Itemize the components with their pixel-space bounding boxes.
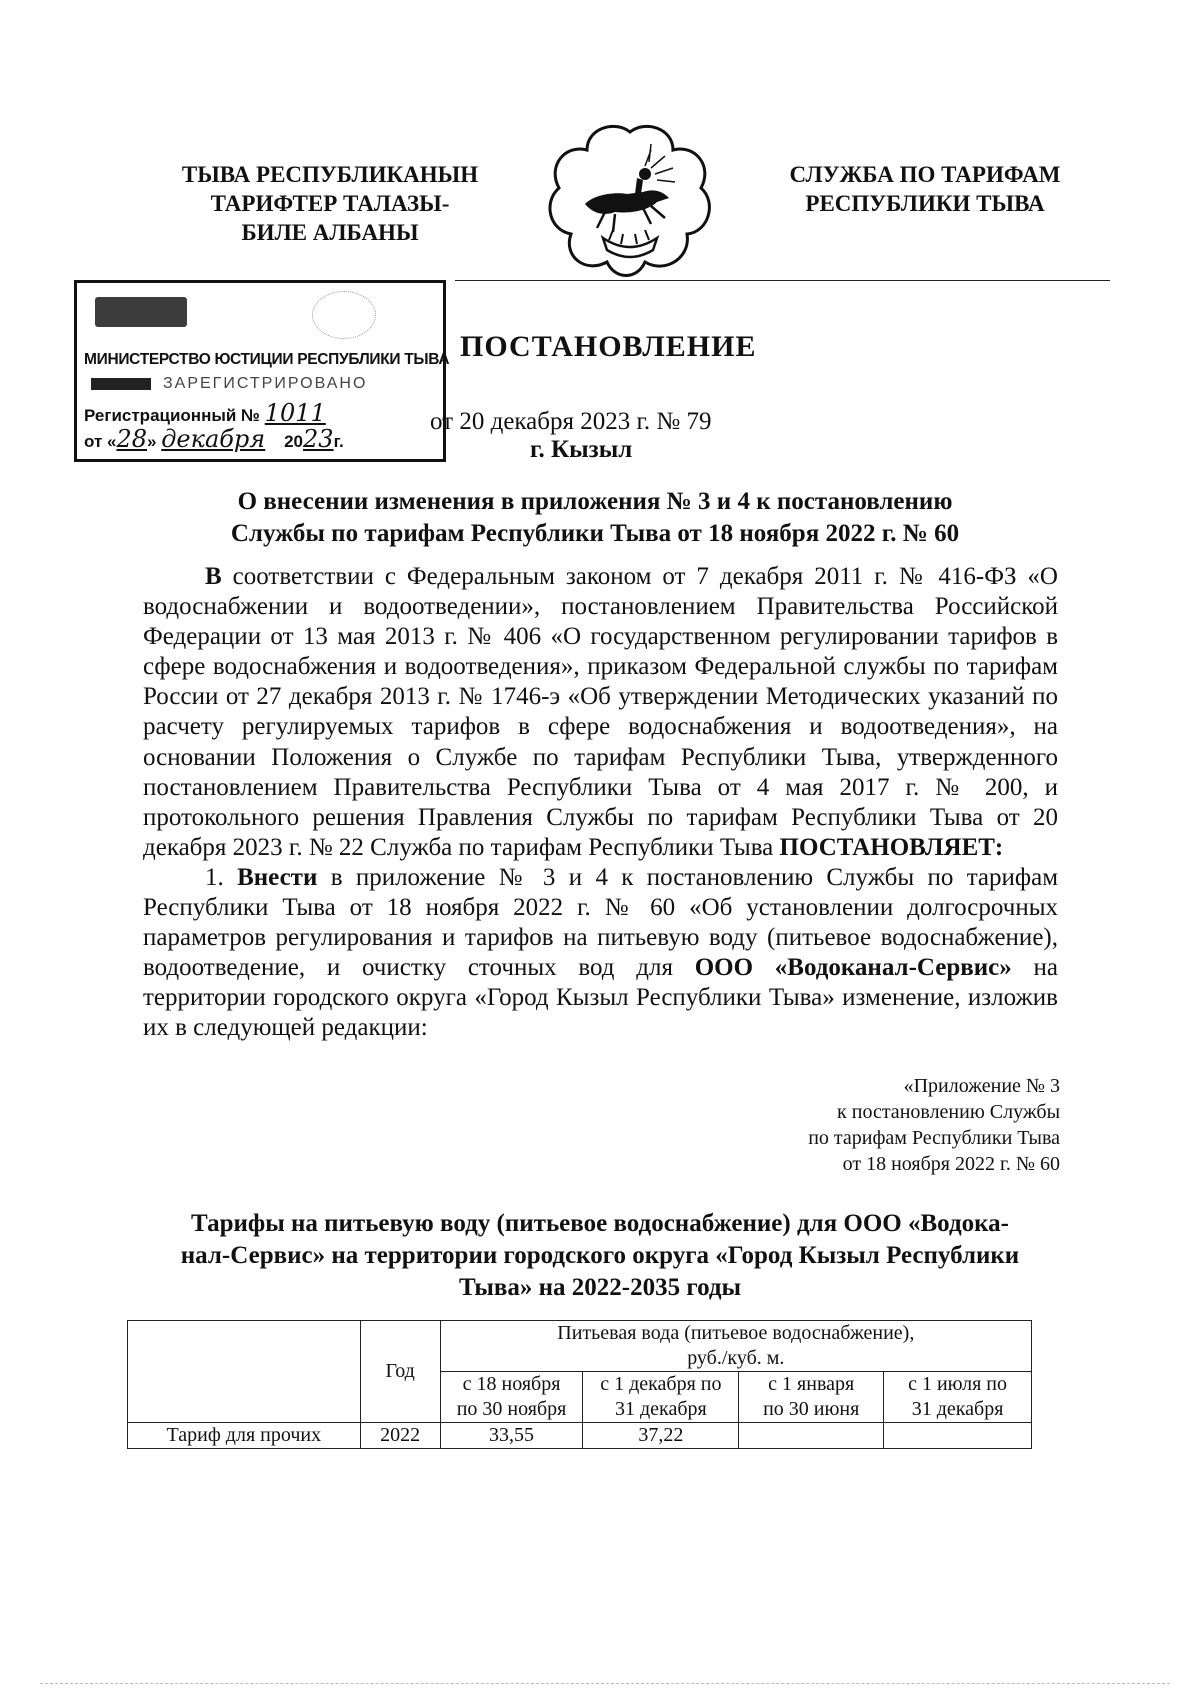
table-header-group xyxy=(440,1321,1031,1372)
header-divider xyxy=(455,280,1110,281)
clause-number: 1. xyxy=(205,863,238,891)
period-header-line: по 30 ноября xyxy=(456,1398,567,1420)
stamp-logo-mark xyxy=(95,297,187,327)
period-header-line: по 30 июня xyxy=(763,1398,860,1420)
annex-line: к постановлению Службы xyxy=(837,1101,1060,1123)
row-value: 33,55 xyxy=(440,1423,583,1449)
tariff-table-title xyxy=(140,1208,1060,1304)
stamp-date-suffix: г. xyxy=(333,432,344,451)
stamp-date-year-prefix: 20 xyxy=(284,432,304,451)
row-value xyxy=(884,1423,1032,1449)
stamp-ministry-name: МИНИСТЕРСТВО ЮСТИЦИИ РЕСПУБЛИКИ ТЫВА xyxy=(84,351,450,368)
tariff-table xyxy=(127,1320,1032,1449)
header-left-line: БИЛЕ АЛБАНЫ xyxy=(241,220,419,245)
clause-lead-word: Внести xyxy=(237,863,318,891)
table-header-row xyxy=(128,1321,1032,1372)
clause-1-paragraph xyxy=(143,863,1058,1044)
subject-line: О внесении изменения в приложения № 3 и 4 к постановлению xyxy=(237,488,953,515)
row-year: 2022 xyxy=(360,1423,440,1449)
period-header-line: с 1 июля по xyxy=(908,1373,1007,1395)
period-header-line: с 18 ноября xyxy=(462,1373,561,1395)
stamp-status-text: ЗАРЕГИСТРИРОВАНО xyxy=(163,375,368,392)
period-header xyxy=(739,1372,884,1423)
stamp-seal-mark xyxy=(312,291,376,339)
header-right-line: СЛУЖБА ПО ТАРИФАМ xyxy=(789,162,1061,187)
document-body xyxy=(143,562,1058,1044)
stamp-date-mid: » xyxy=(147,432,157,451)
annex-reference xyxy=(740,1073,1060,1177)
preamble-paragraph xyxy=(143,562,1058,863)
preamble-text: соответствии с Федеральным законом от 7 декабря 2011 г. № 416-ФЗ «О водоснабжении и водоотведении», постановлением Правительства Российской Федерации от 13 мая 2013 г. № 406 «О государственном регулировании тарифов в сфере водоснабжения и водоотведения», приказом Федеральной службы по тарифам России от 27 декабря 2013 г. № 1746-э «Об утверждении Методических указаний по расчету регулируемых тарифов в сфере водоснабжения и водоотведения», на основании Положения о Службе по тарифам Республики Тыва, утвержденного постановлением Правительства Республики Тыва от 4 мая 2017 г. № 200, и протокольного решения Правления Службы по тарифам Республики Тыва от 20 декабря 2023 г. № 22 Служба по тарифам Республики Тыва xyxy=(143,563,1058,861)
annex-line: по тарифам Республики Тыва xyxy=(808,1127,1060,1149)
row-value: 37,22 xyxy=(583,1423,739,1449)
table-title-line: Тыва» на 2022-2035 годы xyxy=(458,1274,742,1301)
document-date-number: от 20 декабря 2023 г. № 79 xyxy=(430,408,712,435)
table-header-year: Год xyxy=(360,1321,440,1423)
stamp-status-line xyxy=(91,375,367,393)
subject-line: Службы по тарифам Республики Тыва от 18 ноября 2022 г. № 60 xyxy=(230,520,960,547)
stamp-date-prefix: от « xyxy=(84,432,117,451)
table-row xyxy=(128,1423,1032,1449)
clause-text-part-1: в приложение № 3 и 4 к постановлению Службы по тарифам Республики Тыва от 18 ноября 2022 г. № 60 «Об установлении долгосрочных параметров регулирования и тарифов на питьевую воду (питьевое водоснабжение), водоотведение, и очистку сточных вод для xyxy=(143,863,1059,982)
row-value xyxy=(739,1423,884,1449)
stamp-date-year: 23 xyxy=(303,425,334,453)
clause-organization: ООО «Водоканал-Сервис» xyxy=(694,954,1012,982)
registration-stamp xyxy=(74,280,450,462)
period-header xyxy=(884,1372,1032,1423)
group-header-line: руб./куб. м. xyxy=(687,1347,785,1369)
annex-line: от 18 ноября 2022 г. № 60 xyxy=(842,1153,1060,1175)
document-city: г. Кызыл xyxy=(530,436,633,463)
coat-of-arms-emblem-icon xyxy=(545,122,715,282)
annex-line: «Приложение № 3 xyxy=(903,1075,1060,1097)
stamp-number-handwritten: 1011 xyxy=(264,399,326,427)
header-left-line: ТЫВА РЕСПУБЛИКАНЫН xyxy=(181,162,479,187)
header-right-line: РЕСПУБЛИКИ ТЫВА xyxy=(805,191,1045,216)
period-header-line: 31 декабря xyxy=(911,1398,1004,1420)
period-header-line: с 1 января xyxy=(768,1373,855,1395)
header-right-agency-name-russian xyxy=(760,160,1090,218)
header-left-line: ТАРИФТЕР ТАЛАЗЫ- xyxy=(210,191,450,216)
period-header xyxy=(440,1372,583,1423)
table-title-line: Тарифы на питьевую воду (питьевое водоснабжение) для ООО «Водока- xyxy=(191,1210,1009,1237)
clause-text-part-2: на территории городского округа «Город Кызыл Республики Тыва» изменение, изложив их в следующей редакции: xyxy=(143,954,1058,1042)
document-title: ПОСТАНОВЛЕНИЕ xyxy=(460,330,757,363)
scan-bottom-edge xyxy=(40,1683,1170,1684)
table-header-empty xyxy=(128,1321,361,1423)
preamble-lead-word: В xyxy=(205,563,222,590)
stamp-date-line xyxy=(84,425,344,453)
period-header xyxy=(583,1372,739,1423)
stamp-number-line xyxy=(84,399,326,427)
header-left-agency-name-tyvan xyxy=(170,160,490,247)
decree-word: ПОСТАНОВЛЯЕТ: xyxy=(779,833,1004,861)
stamp-date-day: 28 xyxy=(116,425,148,453)
document-subject xyxy=(130,486,1060,550)
group-header-line: Питьевая вода (питьевое водоснабжение), xyxy=(557,1322,915,1344)
table-title-line: нал-Сервис» на территории городского округа «Город Кызыл Республики xyxy=(180,1242,1020,1269)
period-header-line: с 1 декабря по xyxy=(600,1373,722,1395)
stamp-number-label: Регистрационный № xyxy=(84,406,260,425)
stamp-date-month: декабря xyxy=(161,425,266,453)
row-label: Тариф для прочих xyxy=(128,1423,361,1449)
period-header-line: 31 декабря xyxy=(615,1398,707,1420)
